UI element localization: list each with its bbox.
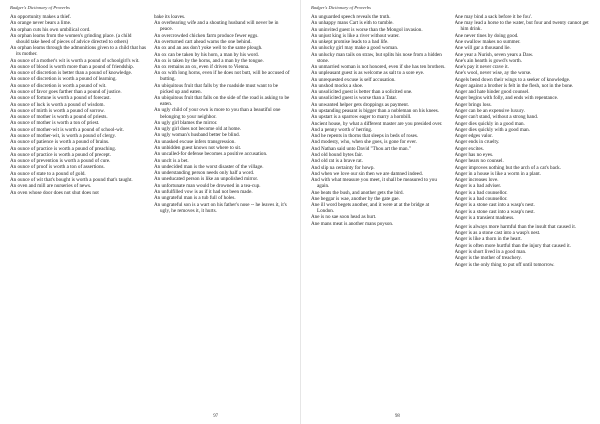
proverb-entry: An ounce of discretion is worth a pound of learning.	[10, 76, 117, 83]
proverb-entry: And when we love our sin then we are damned indeed.	[311, 170, 423, 177]
column-1	[10, 14, 146, 410]
proverb-entry: An unclt is a bet.	[154, 157, 189, 164]
proverb-entry: An uninvited guest is worse than the Mongol invasion.	[311, 26, 423, 33]
proverb-entry: An overbearing wife and a shouting husband will never be in peace.	[154, 20, 279, 33]
proverb-entry: An ox can be taken by his horn, a man by his word.	[154, 51, 259, 58]
proverb-entry: An unpleasant guest is as welcome as salt to a sore eye.	[311, 70, 425, 77]
page-number: 98	[395, 414, 400, 419]
proverb-entry: Anger is a stone cast into a wasp's nest.	[454, 208, 535, 215]
proverb-entry: An oven and mill are nurseries of news.	[10, 183, 92, 190]
proverb-entry: An ounce of mother is worth a pound of priests.	[10, 114, 108, 121]
proverb-entry: An unlucky girl may make a good woman.	[311, 45, 399, 52]
proverb-entry: And old rat is a brave rat.	[311, 158, 363, 165]
proverb-entry: An ounce of discretion is worth a pound of wit.	[10, 82, 107, 89]
proverb-entry: An ounce of a mother's wit is worth a pound of schoolgirl's wit.	[10, 57, 140, 64]
proverb-entry: Anger is as a stone cast into a wasp's nest.	[454, 230, 541, 237]
proverb-entry: Ane will gar a thousand lie.	[454, 45, 511, 52]
proverb-entry: An ox is taken by the horns, and a man by the tongue.	[154, 57, 264, 64]
proverb-entry: Anger excites.	[454, 145, 484, 152]
proverb-entry: And he repents in thorns that sleeps in beds of roses.	[311, 133, 419, 140]
running-head: Badger's Dictionary of Proverbs	[311, 5, 371, 10]
proverb-entry: An ox and an ass don't yoke well to the same plough.	[154, 45, 263, 52]
proverb-entry: Anger is often more hurtful than the injury that caused it.	[454, 242, 571, 249]
proverb-entry: Ane's wool, never wise, ay the worse.	[454, 70, 532, 77]
proverb-entry: Anger is a transient madness.	[454, 214, 515, 221]
proverb-entry: And slip na certainty for howp.	[311, 164, 375, 171]
proverb-entry: An ugly child of your own is more to you than a beautiful one belonging to your neighbor.	[154, 107, 281, 120]
proverb-entry: An ounce of mother is worth a ton of priest.	[10, 120, 100, 127]
proverb-entry: An ounce of discretion is better than a pound of knowledge.	[10, 70, 133, 77]
column-2	[455, 14, 591, 410]
proverb-entry: An ounce of mother-wit is worth a pound of school-wit.	[10, 126, 124, 133]
proverb-entry: An orphan learns from the women's grinding place. (a child should take heed of pieces of advice directed to others)	[10, 32, 132, 45]
proverb-entry: An ounce of wit that's bought is worth a pound that's taught.	[10, 176, 133, 183]
proverb-entry: Ane year a Nurish, seven years a Daw.	[454, 51, 534, 58]
proverb-entry: An ugly girl does not become old at home.	[154, 126, 242, 133]
proverb-entry: Anger is like a thorn in the heart.	[454, 236, 522, 243]
text-columns	[311, 14, 590, 410]
proverb-entry: And with what measure you meet, it shall be measured to you again.	[311, 177, 437, 190]
proverb-entry: An overturned cart ahead warns the one behind.	[154, 38, 252, 45]
proverb-entry: Ane may lead a horse to the water, but four and twenty cannot get him drink.	[454, 20, 589, 33]
proverb-entry: An ounce of mirth is worth a pound of sorrow.	[10, 107, 105, 114]
proverb-entry: An ounce of mother-wit, is worth a pound of clergy.	[10, 132, 116, 139]
proverb-entry: An uncalled-for defense becomes a positive accusation.	[154, 151, 268, 158]
proverb-entry: An upstanding peasant is bigger than a nobleman on his knees.	[311, 108, 440, 115]
proverb-entry: An unkept promise leads to a bad life.	[311, 39, 389, 46]
proverb-entry: Anger is a bad adviser.	[454, 183, 502, 190]
proverb-entry: An unjust king is like a river without water.	[311, 32, 400, 39]
proverb-entry: Anger against a brother is felt in the flesh, not in the bone.	[454, 82, 574, 89]
proverb-entry: An ugly woman's husband better be blind.	[154, 132, 240, 139]
proverb-entry: Anger is a stone cast into a wasp's nest.	[454, 202, 535, 209]
proverb-entry: An unbidden guest knows not where to sit.	[154, 144, 242, 151]
proverb-entry: An ounce of prevention is worth a pound of cure.	[10, 158, 111, 165]
proverb-entry: An unsolicited guest is worse than a Tatar.	[311, 95, 398, 102]
proverb-entry: Anger dies quickly in a good man.	[454, 120, 525, 127]
proverb-entry: An upstart is a sparrow eager to marry a hornbill.	[311, 114, 412, 121]
proverb-entry: An ox with long horns, even if he does not butt, will be accused of butting.	[154, 70, 290, 83]
proverb-entry: Anger is a bad counsellor.	[454, 195, 508, 202]
proverb-entry: An ounce of proof is worth a ton of assertions.	[10, 164, 105, 171]
proverb-entry: Anger and hate hinder good counsel.	[454, 89, 530, 96]
proverb-entry: An ungrateful man is a tub full of holes.	[154, 195, 236, 202]
proverb-entry: An ubiquitous fruit that falls on the side of the road is asking to be eaten.	[154, 95, 290, 108]
proverb-entry: An ounce of fortune is worth a pound of forecast.	[10, 95, 111, 102]
proverb-entry: Anger edges valor.	[454, 133, 493, 140]
proverb-entry: bake its loaves.	[154, 14, 186, 20]
proverb-entry: An understanding person needs only half a word.	[154, 170, 255, 177]
proverb-entry: And a penny worth o' herring.	[311, 126, 373, 133]
proverb-entry: An unsolicited guest is better than a solicited one.	[311, 89, 413, 96]
proverb-entry: Ane may bind a sack before it be fou'.	[454, 14, 532, 20]
proverb-entry: An unwanted helper gets droppings as payment.	[311, 101, 410, 108]
proverb-entry: Anger has no eyes.	[454, 152, 494, 158]
proverb-entry: An orphan learns through the admonitions given to a child that has its mother.	[10, 45, 146, 58]
proverb-entry: Ane beats the bush, and another gets the bird.	[311, 189, 404, 196]
proverb-entry: An ounce of patience is worth a pound of brains.	[10, 139, 110, 146]
proverb-entry: Anger begins with folly, and ends with repentance.	[454, 95, 559, 102]
text-columns	[10, 14, 290, 410]
right-page	[300, 0, 600, 424]
proverb-entry: And Nathan said unto David "Thou art the man."	[311, 145, 411, 152]
proverb-entry: An unasked excuse infers transgression.	[154, 138, 236, 145]
proverb-entry: Anger hears no counsel.	[454, 158, 504, 165]
proverb-entry: An orange never bears a lime.	[10, 20, 72, 27]
proverb-entry: An ounce of state to a pound of gold.	[10, 170, 86, 177]
proverb-entry: Anger improves nothing but the arch of a cat's back.	[454, 164, 561, 171]
proverb-entry: An undecided man is the worst disaster of the village.	[154, 163, 264, 170]
proverb-entry: Ane's ain hearth is gowd's worth.	[454, 57, 522, 64]
proverb-entry: Anger increases love.	[454, 177, 499, 184]
proverb-entry: An overcrowded chicken farm produce fewer eggs.	[154, 32, 259, 39]
proverb-entry: Anger is a bad counsellor.	[454, 189, 508, 196]
proverb-entry: An ounce of practice is worth a pound of preaching.	[10, 145, 117, 152]
proverb-entry: Anger is always more harmful than the insult that caused it.	[454, 223, 577, 230]
proverb-entry: An orphan cuts his own umbilical cord.	[10, 26, 91, 33]
proverb-entry: An unguarded speech reveals the truth.	[311, 14, 391, 20]
proverb-entry: An ounce of luck is worth a pound of wisdom.	[10, 101, 105, 108]
proverb-entry: An uneducated person is like an unpolished mirror.	[154, 176, 259, 183]
proverb-entry: An ounce of favor goes farther than a pound of justice.	[10, 89, 122, 95]
proverb-entry: An unrequested excuse is self accusation.	[311, 76, 396, 83]
proverb-entry: An oven whose door does not shut does not	[10, 189, 99, 196]
proverb-entry: An unfulfilled vow is as if it had not been made.	[154, 188, 253, 195]
proverb-entry: Ane swallow makes no summer.	[454, 38, 521, 45]
proverb-entry: An ounce of practice is worth a pound of precept.	[10, 151, 111, 158]
proverb-entry: An ungrateful son is a wart on his father's nose -- he leaves it, it's ugly, he removes it, it hurts.	[154, 201, 287, 214]
proverb-entry: An ounce of blood is worth more than a pound of friendship.	[10, 63, 134, 70]
proverb-entry: Ane mans meat is another mans poyson.	[311, 220, 394, 227]
proverb-entry: Anger is short lived in a good man.	[454, 249, 527, 256]
proverb-entry: And modesty, who, when she goes, is gone for ever.	[311, 139, 417, 146]
running-head: Badger's Dictionary of Proverbs	[10, 5, 70, 10]
column-1	[311, 14, 447, 410]
proverb-entry: An unfortunate man would be drowned in a tea-cup.	[154, 182, 261, 189]
proverb-entry: An unmarried woman is not honored, even if she has ten brothers.	[311, 64, 446, 71]
proverb-entry: Anger dies quickly with a good man.	[454, 126, 530, 133]
proverb-entry: Ane's pay it never crave it.	[454, 64, 509, 71]
proverb-entry: Anger is the mother of treachery.	[454, 255, 522, 262]
proverb-entry: Anger is the only thing to put off until tomorrow.	[454, 261, 555, 268]
proverb-entry: An ubiquitous fruit that falls by the roadside must want to be picked up and eaten.	[154, 82, 279, 95]
proverb-entry: Ane is no sae soon head as hurt.	[311, 214, 377, 221]
proverb-entry: And old hound bytes fair.	[311, 152, 363, 158]
proverb-entry: Anger can be an expensive luxury.	[454, 108, 525, 115]
proverb-entry: Anger brings loss.	[454, 101, 492, 108]
column-2	[154, 14, 290, 410]
proverb-entry: Ane beggar is wae, another by the gate gae.	[311, 195, 400, 202]
proverb-entry: Anger ends in cruelty.	[454, 139, 500, 146]
proverb-entry: An ugly girl blames the mirror.	[154, 119, 218, 126]
proverb-entry: Anger can't stand, without a strong hand.	[454, 114, 539, 121]
proverb-entry: An unshod mocks a shoe.	[311, 82, 364, 89]
proverb-entry: An unlucky man tails on straw, but splits his nose from a hidden stone.	[311, 51, 442, 64]
proverb-entry: Ane never tines by doing good.	[454, 32, 519, 39]
proverb-entry: Angels bend down their wings to a seeker of knowledge.	[454, 76, 571, 83]
proverb-entry: Ane ill word begets another, and it were at at the bridge at London.	[311, 202, 430, 215]
proverb-entry: An opportunity makes a thief.	[10, 14, 71, 20]
proverb-entry: Anger in a house is like a worm in a plant.	[454, 170, 541, 177]
proverb-entry: An ox remains an ox, even if driven to Vienna.	[154, 64, 250, 71]
page-number: 97	[213, 414, 218, 419]
proverb-entry: An unhappy mans Cart is eith to tumble.	[311, 20, 394, 27]
proverb-entry: Ancient house, by what a different master are you presided over.	[311, 120, 443, 127]
